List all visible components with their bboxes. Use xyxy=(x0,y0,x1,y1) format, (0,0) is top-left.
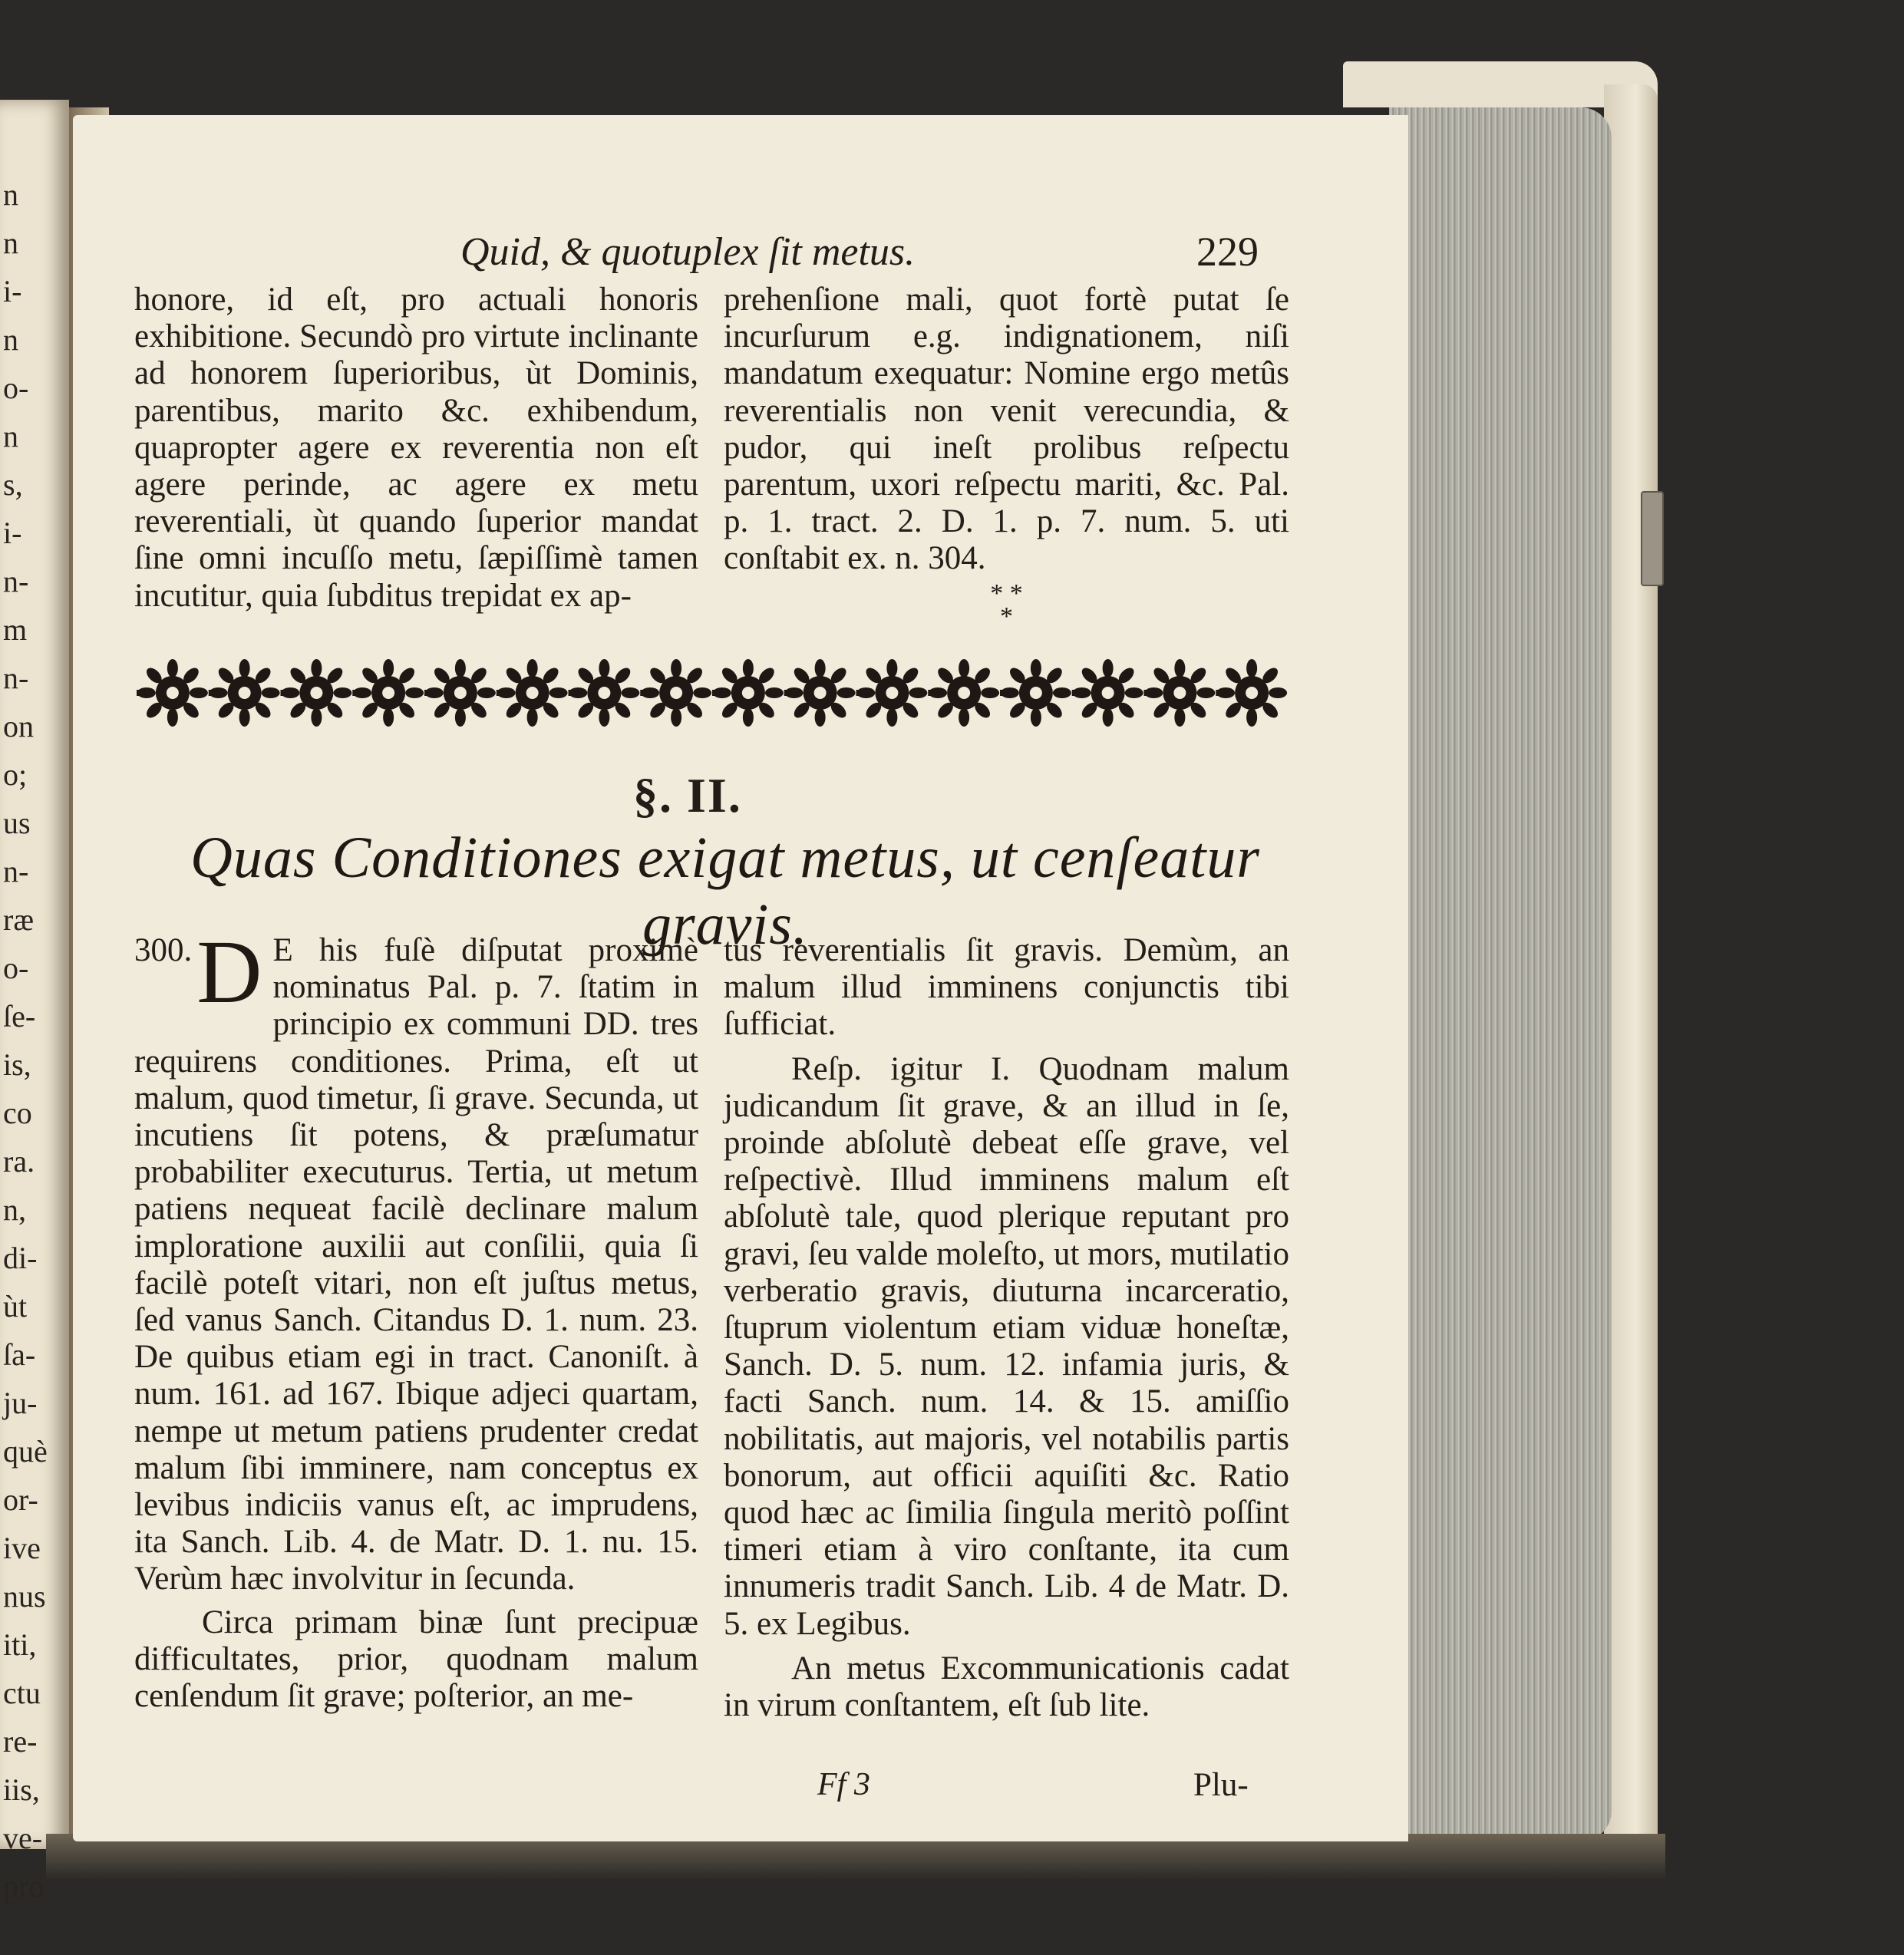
section-title: Quas Conditiones exigat metus, ut cenſeatur gravis. xyxy=(190,826,1260,957)
facing-page-fragment: o- xyxy=(3,371,29,405)
paragraph: tus reverentialis ſit gravis. Demùm, an malum illud imminens conjunctis tibi ſufficiat. xyxy=(724,932,1289,1043)
running-head-title: Quid, & quotuplex ſit metus. xyxy=(460,230,916,274)
facing-page-fragment: on xyxy=(3,709,34,743)
asterism: * * * xyxy=(990,579,1023,631)
facing-page-fragment: ræ xyxy=(3,902,34,937)
facing-page-fragment: ju- xyxy=(3,1386,38,1420)
facing-page-fragment: o- xyxy=(3,951,29,985)
facing-page-fragment: n xyxy=(3,419,18,453)
top-right-column xyxy=(724,282,1289,631)
clasp-icon xyxy=(1641,491,1664,586)
section-number: §. II. xyxy=(633,768,742,823)
bottom-right-column xyxy=(724,932,1289,1724)
drop-cap: D xyxy=(196,921,262,1022)
paragraph: prehenſione mali, quot fortè putat ſe incurſurum e.g. indignationem, niſi mandatum exequatur: Nomine ergo metûs reverentialis non venit verecundia, & pudor, qui ineſt prolibus reſpectu parentum, uxori reſpectu mariti, &c. Pal. p. 1. tract. 2. D. 1. p. 7. num. 5. uti conſtabit ex. n. 304. xyxy=(724,282,1289,577)
facing-page-fragment: i- xyxy=(3,274,22,308)
facing-page-fragment: iti, xyxy=(3,1627,37,1662)
facing-page-fragment: di- xyxy=(3,1241,38,1275)
paragraph: E his fuſè diſputat proximè nominatus Pal. p. 7. ſtatim in principio ex communi DD. tres requirens conditiones. Prima, eſt ut malum, quod timetur, ſi grave. Secunda, ut incutiens ſit potens, & præſumatur probabiliter executurus. Tertia, ut metum patiens nequeat facilè declinare malum imploratione auxilii aut conſilii, quia ſi facilè poteſt vitari, non eſt juſtus metus, ſed vanus Sanch. Citandus D. 1. num. 23. De quibus etiam egi in tract. Canoniſt. à num. 161. ad 167. Ibique adjeci quartam, nempe ut metum patiens prudenter credat malum ſibi imminere, nam conceptus ex levibus indiciis vanus eſt, ac imprudens, ita Sanch. Lib. 4. de Matr. D. 1. nu. 15. Verùm hæc involvitur in ſecunda. xyxy=(134,932,698,1597)
running-head xyxy=(460,217,1266,286)
facing-page-fragment: m xyxy=(3,612,28,647)
ornament-band-icon xyxy=(137,656,1288,730)
facing-page-fragment: què xyxy=(3,1434,48,1469)
facing-page-fragment: is, xyxy=(3,1047,31,1082)
page-number: 229 xyxy=(1196,229,1259,275)
cover-edge xyxy=(1604,84,1658,1880)
facing-page-fragment: n xyxy=(3,322,18,357)
facing-page-fragment: us xyxy=(3,806,31,840)
top-left-column xyxy=(134,282,698,615)
facing-page-fragment: ra. xyxy=(3,1144,35,1179)
facing-page-fragment: ſa- xyxy=(3,1337,36,1372)
facing-page-fragment: i- xyxy=(3,516,22,550)
facing-page-fragment: ùt xyxy=(3,1289,28,1324)
signature-mark: Ff 3 xyxy=(817,1767,870,1802)
facing-page-fragment: ve- xyxy=(3,1821,43,1855)
paragraph-number: 300. xyxy=(134,932,193,968)
paragraph: An metus Excommunicationis cadat in virum conſtantem, eſt ſub lite. xyxy=(724,1650,1289,1724)
facing-page-fragment: iis, xyxy=(3,1772,40,1807)
facing-page-fragment: pro xyxy=(3,1869,45,1904)
paragraph: Circa primam binæ ſunt precipuæ difficultates, prior, quodnam malum cenſendum ſit grave; poſterior, an me- xyxy=(134,1604,698,1715)
facing-page-fragment: o; xyxy=(3,757,28,792)
facing-page-fragment: ive xyxy=(3,1531,41,1565)
facing-page-fragment: or- xyxy=(3,1482,38,1517)
facing-page-fragment: co xyxy=(3,1096,32,1130)
paragraph: honore, id eſt, pro actuali honoris exhibitione. Secundò pro virtute inclinante ad honorem ſuperioribus, ùt Dominis, parentibus, marito &c. exhibendum, quapropter agere ex reverentia non eſt agere perinde, ac agere ex metu reverentiali, ùt quando ſuperior mandat ſine omni incuſſo metu, ſæpiſſimè tamen incutitur, quia ſubditus trepidat ex ap- xyxy=(134,282,698,614)
facing-page-fragment: ctu xyxy=(3,1676,41,1710)
facing-page-fragment: n xyxy=(3,177,18,212)
facing-page-fragment: s, xyxy=(3,467,23,502)
facing-page-fragment: ſe- xyxy=(3,999,36,1034)
catchword: Plu- xyxy=(1193,1767,1249,1803)
facing-page-fragment: nus xyxy=(3,1579,46,1614)
bottom-left-column xyxy=(134,921,698,1715)
page-fore-edge xyxy=(1389,107,1612,1841)
facing-page-fragment: re- xyxy=(3,1724,38,1759)
paragraph: Reſp. igitur I. Quodnam malum judicandum ſit grave, & an illud in ſe, proinde abſolutè debeat eſſe grave, vel reſpectivè. Illud imminens malum eſt abſolutè tale, quod plerique reputant pro gravi, ſeu valde moleſto, ut mors, mutilatio verberatio gravis, diuturna incarceratio, ſtuprum violentum etiam viduæ honeſtæ, Sanch. D. 5. num. 12. infamia juris, & facti Sanch. num. 14. & 15. amiſſio nobilitatis, aut majoris, vel notabilis partis bonorum, aut officii aquiſiti &c. Ratio quod hæc ac ſimilia ſingula meritò poſſint timeri etiam à viro conſtante, ita cum innumeris tradit Sanch. Lib. 4 de Matr. D. 5. ex Legibus. xyxy=(724,1050,1289,1642)
facing-page-fragment: n- xyxy=(3,854,29,888)
facing-page-fragment: n- xyxy=(3,661,29,695)
facing-page-fragment: n- xyxy=(3,564,29,598)
facing-page-edge xyxy=(0,100,69,1904)
facing-page-fragment: n, xyxy=(3,1192,26,1227)
facing-page-fragment: n xyxy=(3,226,18,260)
